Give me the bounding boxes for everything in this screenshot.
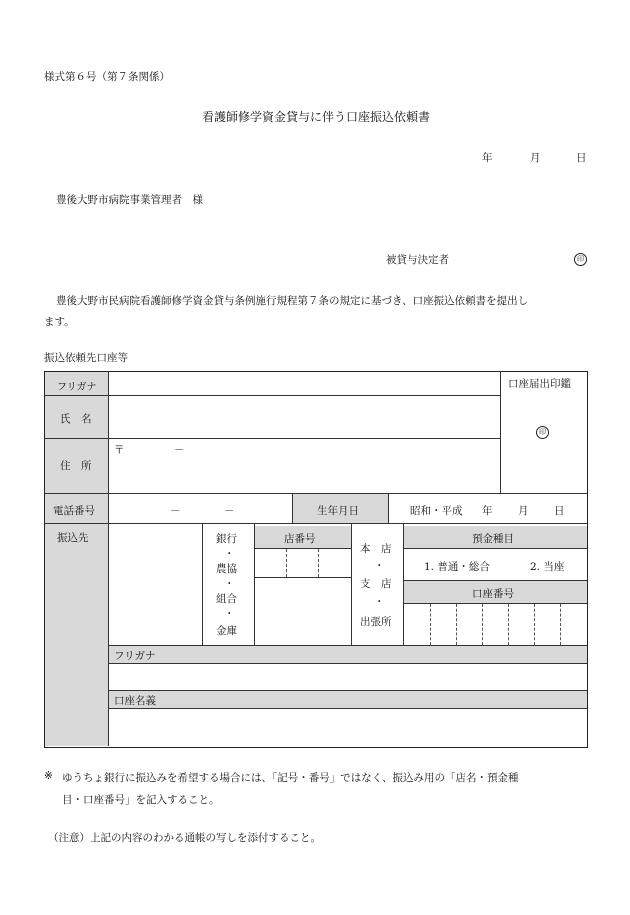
bank-type-sep-2: ・: [224, 578, 235, 590]
postal-dash: －: [174, 444, 185, 456]
branch-type-sep-1: ・: [374, 560, 385, 572]
date-month: 月: [530, 152, 541, 164]
name-label: 氏 名: [60, 413, 92, 425]
furigana2-label: フリガナ: [114, 650, 156, 662]
seal-icon: 印: [574, 253, 587, 266]
body-line-2: ます。: [44, 316, 75, 328]
account-holder-label: 口座名義: [114, 695, 156, 707]
table-frame: [44, 371, 588, 748]
note-mark: ※: [44, 770, 53, 782]
bank-type-1: 銀行: [216, 533, 237, 545]
phone-dash-1: －: [170, 505, 181, 517]
transfer-form-table: [44, 371, 588, 748]
seal-label: 口座届出印鑑: [508, 378, 571, 390]
transfer-label: 振込先: [57, 532, 89, 544]
bank-type-2: 農協: [216, 563, 237, 575]
birth-day: 日: [554, 505, 565, 517]
phone-label: 電話番号: [53, 505, 95, 517]
bank-type-4: 金庫: [216, 625, 237, 637]
branch-type-1: 本 店: [360, 543, 392, 555]
birth-year: 年: [482, 505, 493, 517]
branch-type-sep-2: ・: [374, 596, 385, 608]
birth-label: 生年月日: [317, 505, 359, 517]
furigana-label: フリガナ: [57, 382, 97, 393]
account-number-label: 口座番号: [472, 588, 514, 600]
caution-note: （注意）上記の内容のわかる通帳の写しを添付すること。: [48, 832, 321, 844]
bank-type-sep-3: ・: [224, 608, 235, 620]
deposit-option-2: 2. 当座: [530, 561, 565, 573]
branch-type-2: 支 店: [360, 578, 392, 590]
branch-type-3: 出張所: [360, 616, 392, 628]
deposit-type-label: 預金種目: [472, 533, 514, 545]
section-label: 振込依頼先口座等: [44, 352, 128, 364]
bank-type-3: 組合: [216, 593, 237, 605]
address-label: 住 所: [60, 460, 92, 472]
date-year: 年: [482, 152, 493, 164]
note-line-2: 目・口座番号」を記入すること。: [62, 794, 220, 806]
branch-number-label: 店番号: [284, 533, 316, 545]
account-seal-icon: 印: [536, 426, 549, 439]
body-line-1: 豊後大野市民病院看護師修学資金貸与条例施行規程第７条の規定に基づき、口座振込依頼書を提出し: [56, 295, 529, 307]
era-options: 昭和・平成: [410, 505, 463, 517]
phone-dash-2: －: [224, 505, 235, 517]
date-day: 日: [576, 152, 587, 164]
deposit-option-1: 1. 普通・総合: [424, 561, 490, 573]
birth-month: 月: [518, 505, 529, 517]
page-title: 看護師修学資金貸与に伴う口座振込依頼書: [201, 110, 431, 124]
postal-mark: 〒: [114, 444, 125, 456]
applicant-label: 被貸与決定者: [386, 254, 449, 266]
form-number: 様式第６号（第７条関係）: [44, 71, 170, 83]
note-line-1: ゆうちょ銀行に振込みを希望する場合には、「記号・番号」ではなく、振込み用の「店名・預金種: [62, 772, 519, 784]
bank-type-sep-1: ・: [224, 548, 235, 560]
addressee: 豊後大野市病院事業管理者 様: [56, 194, 203, 206]
